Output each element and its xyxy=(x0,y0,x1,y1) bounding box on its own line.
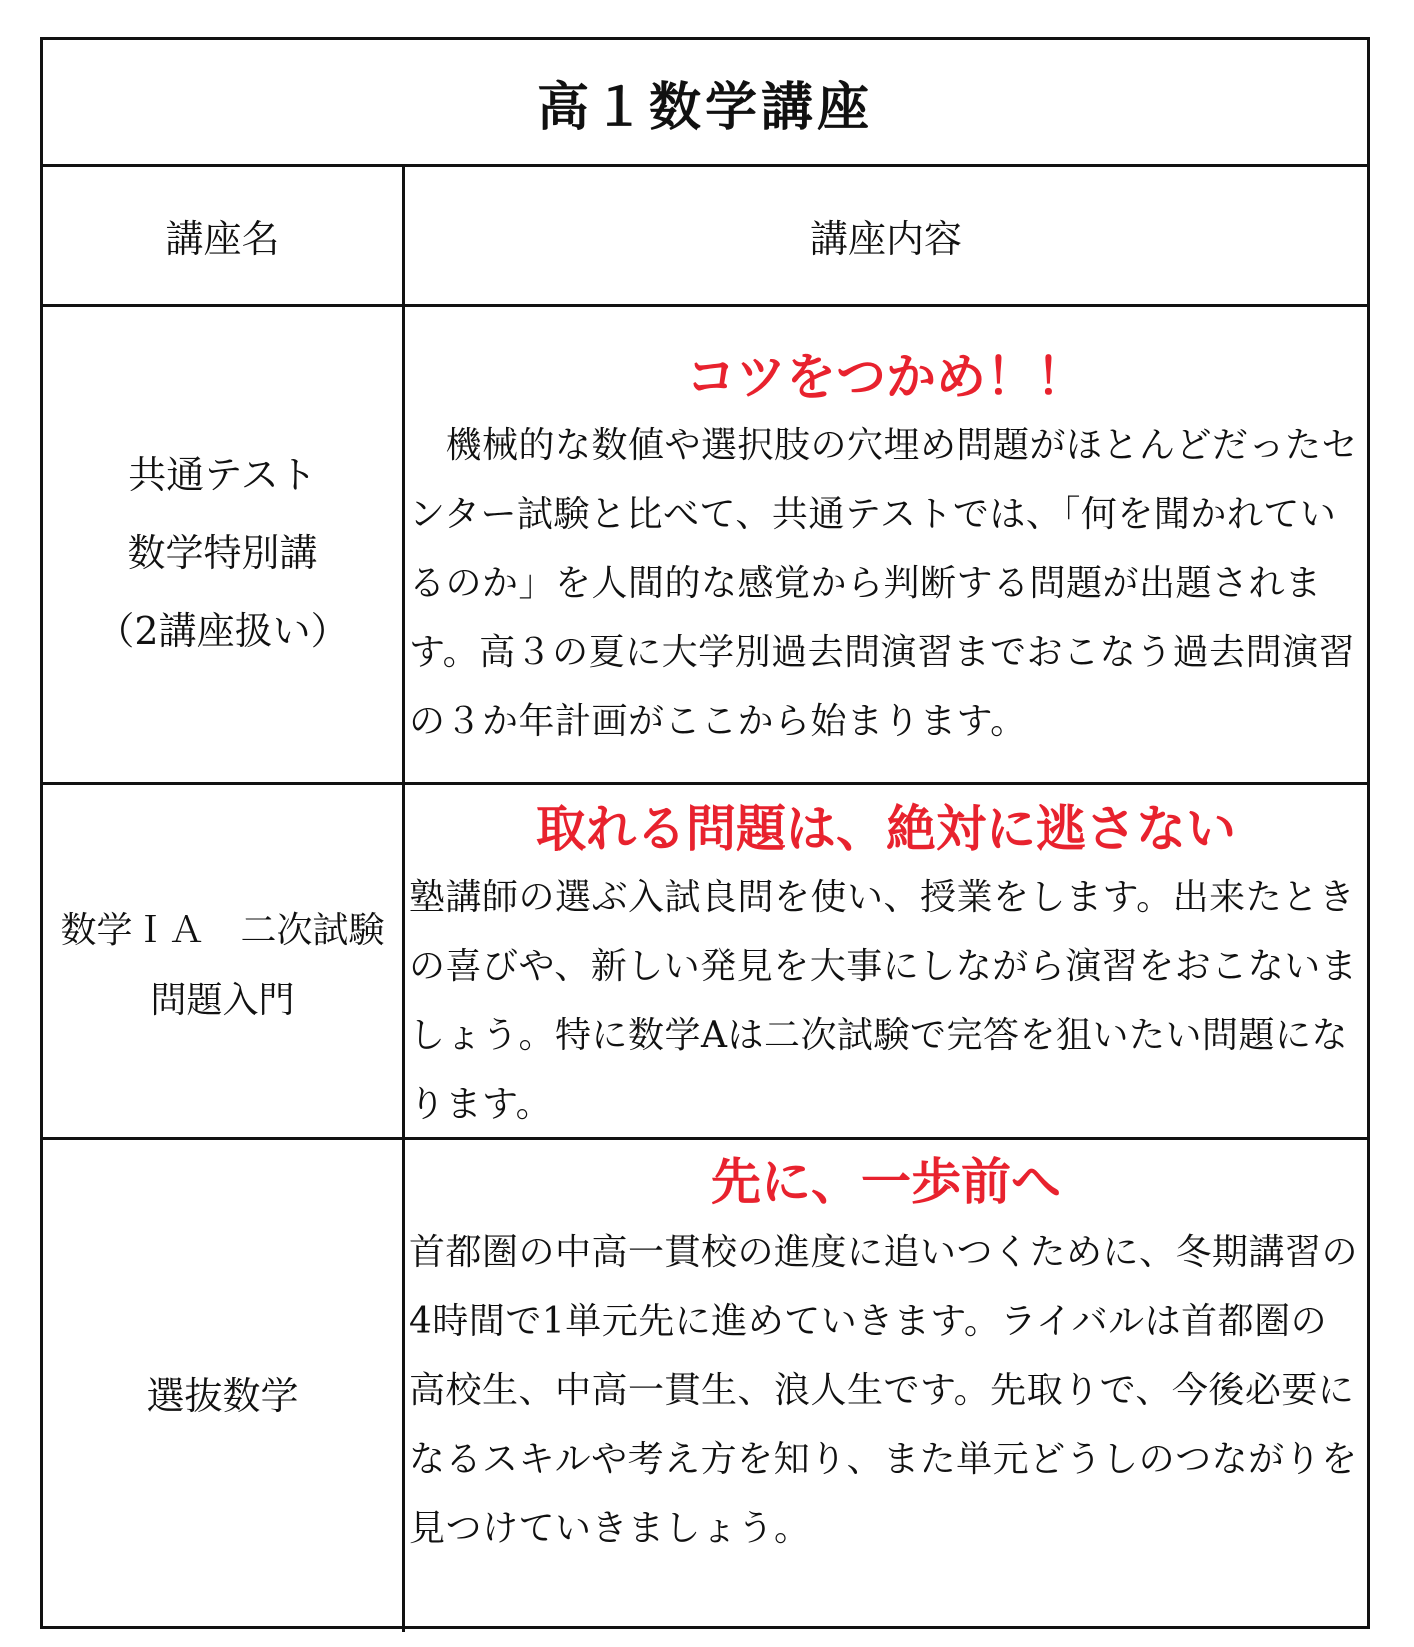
course-name-line: 選抜数学 xyxy=(146,1374,299,1418)
course-description: 機械的な数値や選択肢の穴埋め問題がほとんどだったセンター試験と比べて、共通テストでは、「何を聞かれているのか」を人間的な感覚から判断する問題が出題されます。高３の夏に大学別過去問演習までおこなう過去問演習の３か年計画がここから始まります。 xyxy=(409,425,1359,742)
table-row xyxy=(43,1140,1367,1632)
course-headline: 取れる問題は、絶対に逃さない xyxy=(536,799,1236,858)
header-cell-name xyxy=(43,167,405,304)
course-headline: コツをつかめ！！ xyxy=(686,347,1086,406)
course-table xyxy=(40,37,1370,1629)
course-description: 塾講師の選ぶ入試良問を使い、授業をします。出来たときの喜びや、新しい発見を大事にしながら演習をおこないましょう。特に数学Aは二次試験で完答を狙いたい問題になります。 xyxy=(409,877,1358,1125)
course-name-line: 問題入門 xyxy=(150,980,295,1021)
course-name-cell xyxy=(43,785,405,1137)
header-label-name: 講座名 xyxy=(165,217,280,261)
course-name-line: 数学ＩＡ 二次試験 xyxy=(60,910,385,951)
table-row xyxy=(43,307,1367,785)
course-headline: 先に、一歩前へ xyxy=(711,1152,1061,1211)
header-label-content: 講座内容 xyxy=(809,217,962,261)
header-row xyxy=(43,167,1367,307)
course-content-cell xyxy=(405,307,1367,782)
course-name-line: 共通テスト xyxy=(128,452,317,497)
course-content-cell xyxy=(405,785,1367,1137)
course-name-cell xyxy=(43,1140,405,1632)
title-row xyxy=(43,40,1367,167)
course-name-cell xyxy=(43,307,405,782)
table-row xyxy=(43,785,1367,1140)
course-content-cell xyxy=(405,1140,1367,1632)
page-title: 高１数学講座 xyxy=(536,77,873,138)
course-name-line: （2講座扱い） xyxy=(96,608,349,653)
course-description: 首都圏の中高一貫校の進度に追いつくために、冬期講習の4時間で1単元先に進めていきます。ライバルは首都圏の高校生、中高一貫生、浪人生です。先取りで、今後必要になるスキルや考え方を知り、また単元どうしのつながりを見つけていきましょう。 xyxy=(409,1232,1359,1549)
header-cell-content xyxy=(405,167,1367,304)
course-name-line: 数学特別講 xyxy=(127,530,318,575)
